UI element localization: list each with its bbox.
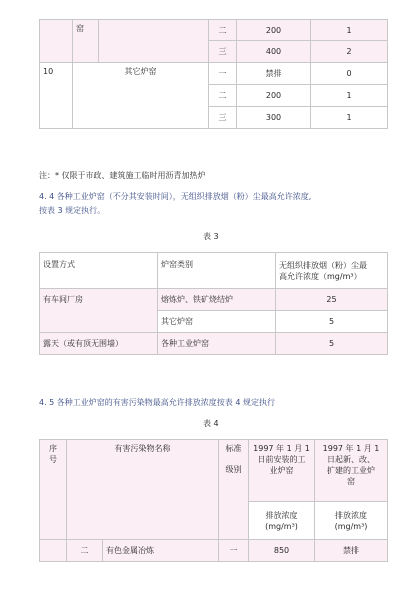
header-text-line: 排放浓度 [335, 510, 367, 520]
section-4-4-line2: 按表 3 规定执行。 [39, 206, 106, 215]
table-header-cell [249, 440, 315, 502]
header-text-line: 1997 年 1 月 1 [322, 444, 380, 453]
table-row [40, 63, 388, 85]
table-cell: 禁排 [237, 63, 311, 85]
table-cell: 熔炼炉、铁矿烧结炉 [158, 289, 276, 311]
table-row [40, 20, 388, 41]
header-text-line: (mg/m³) [334, 521, 368, 531]
table-cell [40, 540, 67, 562]
table-cell: 二 [209, 85, 237, 107]
table-cell: 有色金属冶炼 [103, 540, 219, 562]
table-cell: 1 [311, 20, 388, 41]
table-cell: 2 [311, 41, 388, 63]
table-cell: 300 [237, 107, 311, 129]
table-cell: 1 [311, 85, 388, 107]
table-cell: 0 [311, 63, 388, 85]
table-note: 注：* 仅限于市政、建筑施工临时用沥青加热炉 [39, 171, 206, 180]
table-cell: 窑 [73, 20, 99, 63]
table-header-cell: 设置方式 [40, 253, 158, 289]
table-cell: 各种工业炉窑 [158, 333, 276, 355]
table-4 [39, 439, 388, 562]
header-text-line: 高允许浓度（mg/m³） [279, 271, 362, 281]
header-text-line: 级别 [225, 465, 242, 474]
header-text-line: (mg/m³) [265, 521, 298, 531]
table-cell: 二 [67, 540, 103, 562]
header-text-line: 窑 [347, 477, 355, 486]
table-3-caption: 表 3 [203, 232, 219, 241]
table-4-caption: 表 4 [203, 419, 219, 428]
table-header-cell [315, 502, 388, 540]
header-text-line: 扩建的工业炉 [327, 466, 375, 475]
table-cell: 有车间厂房 [40, 289, 158, 333]
table-cell: 10 [40, 63, 73, 129]
table-cell: 200 [237, 85, 311, 107]
table-cell: 禁排 [315, 540, 388, 562]
table-cell: 5 [276, 311, 388, 333]
table-cell: 其它炉窑 [158, 311, 276, 333]
table-cell: 200 [237, 20, 311, 41]
header-text-line: 无组织排放烟（粉）尘最 [279, 260, 367, 270]
table-cell: 三 [209, 41, 237, 63]
table-cell: 400 [237, 41, 311, 63]
table-cell: 露天（或有顶无围墙） [40, 333, 158, 355]
table-1 [39, 19, 388, 129]
table-cell: 850 [249, 540, 315, 562]
table-header-cell [276, 253, 388, 289]
table-header-cell: 炉窑类别 [158, 253, 276, 289]
header-text-line: 业炉窑 [269, 466, 294, 475]
table-header-cell [219, 440, 249, 540]
header-text-line: 排放浓度 [265, 510, 298, 520]
table-header-cell [249, 502, 315, 540]
table-row [40, 540, 388, 562]
table-cell: 5 [276, 333, 388, 355]
table-cell: 一 [219, 540, 249, 562]
table-cell [99, 20, 209, 63]
table-cell: 二 [209, 20, 237, 41]
header-text-line: 1997 年 1 月 1 [253, 444, 310, 453]
header-text-line: 日前安装的工 [257, 455, 306, 464]
table-row [40, 289, 388, 311]
header-text-line: 号 [49, 455, 57, 464]
table-3 [39, 252, 388, 355]
table-header-cell [315, 440, 388, 502]
header-text-line: 序 [49, 444, 57, 453]
table-cell: 三 [209, 107, 237, 129]
table-header-cell: 有害污染物名称 [67, 440, 219, 540]
table-cell: 一 [209, 63, 237, 85]
section-4-4-line1: 4. 4 各种工业炉窑（不分其安装时间），无组织排放烟（粉）尘最高允许浓度, [39, 192, 312, 201]
table-header-row [40, 440, 388, 502]
table-cell: 25 [276, 289, 388, 311]
section-4-5: 4. 5 各种工业炉窑的有害污染物最高允许排放浓度按表 4 规定执行 [39, 398, 275, 407]
table-cell: 其它炉窑 [73, 63, 209, 129]
header-text-line: 日起新、改、 [327, 455, 375, 464]
table-header-cell [40, 440, 67, 540]
table-row [40, 333, 388, 355]
table-cell: 1 [311, 107, 388, 129]
header-text-line: 标准 [225, 444, 242, 453]
table-cell [40, 20, 73, 63]
table-header-row [40, 253, 388, 289]
